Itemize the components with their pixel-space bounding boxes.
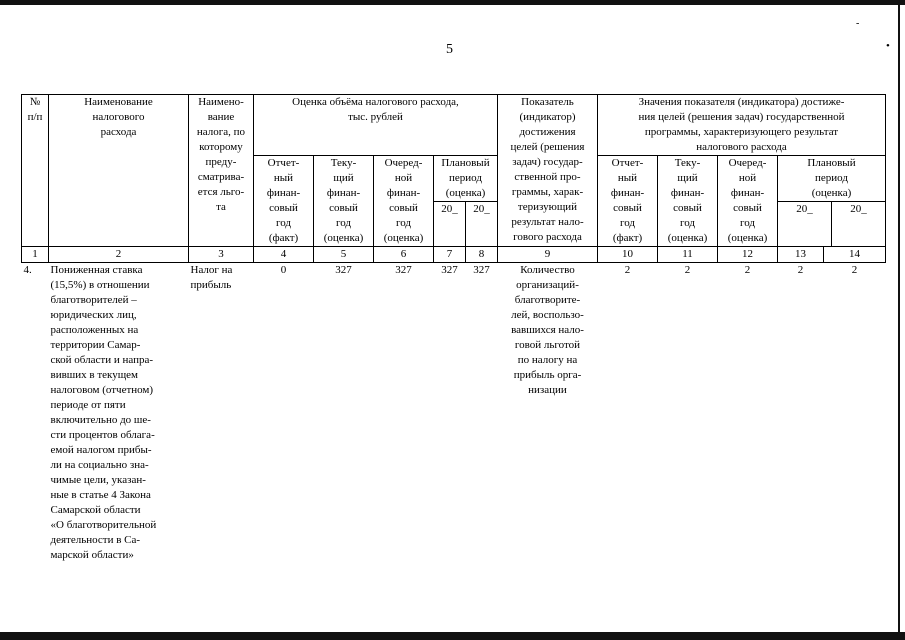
text-line: (оценка) [667,232,708,244]
column-number: 1 [22,247,49,263]
text-line: № [29,96,41,108]
header-current-year-2 [658,156,718,247]
text-line: период [815,172,848,184]
text-line: период [449,172,482,184]
column-number: 8 [466,247,498,263]
text-line: Отчет- [611,157,644,169]
header-planned-period [434,156,498,247]
text-line: Количество [520,264,575,276]
column-number: 3 [189,247,254,263]
text-line: вивших в текущем [50,369,139,381]
text-line: Очеред- [728,157,767,169]
text-line: совый [673,202,702,214]
header-name [49,95,189,247]
planned-year-2: 20_ [473,203,490,215]
header-indicator-values [598,95,886,156]
row-name [49,263,189,564]
text-line: ли на социально зна- [50,459,149,471]
text-line: совый [269,202,298,214]
text-line: год [395,217,412,229]
text-line: ной [738,172,757,184]
text-line: граммы, харак- [511,186,584,198]
text-line: щий [333,172,354,184]
text-line: финан- [386,187,421,199]
planned-year-1: 20_ [434,202,466,246]
text-line: юридических лиц, [50,309,137,321]
text-line: марской области» [50,549,134,561]
row-indicator-planned-1: 2 [797,264,804,276]
row-indicator-planned-2: 2 [851,264,858,276]
text-line: Плановый [807,157,856,169]
text-line: Самарской области [50,504,141,516]
column-number: 6 [374,247,434,263]
text-line: Очеред- [384,157,423,169]
row-number: 4. [23,264,32,276]
header-next-year [374,156,434,247]
text-line: (индикатор) [519,111,576,123]
text-line: (оценка) [383,232,424,244]
text-line: налогового расхода [696,141,787,153]
text-line: говой льготой [514,339,581,351]
text-line: сматрива- [197,171,245,183]
bottom-border-line [0,632,905,640]
row-tax [189,263,254,564]
text-line: ния целей (решения задач) государственной [638,111,845,123]
column-number: 11 [658,247,718,263]
text-line: налога, по [196,126,246,138]
scan-dot: • [886,40,890,52]
text-line: щий [677,172,698,184]
text-line: по налогу на [517,354,578,366]
text-line: год [275,217,292,229]
text-line: налоговом (отчетном) [50,384,154,396]
text-line: совый [733,202,762,214]
text-line: год [679,217,696,229]
text-line: Теку- [674,157,701,169]
text-line: которому [199,141,243,153]
header-reporting-year [254,156,314,247]
page-number: 5 [446,42,453,57]
header-number [22,95,49,247]
text-line: чимые цели, указан- [50,474,146,486]
text-line: прибыль орга- [513,369,582,381]
header-current-year [314,156,374,247]
column-number: 14 [824,247,886,263]
header-indicator [498,95,598,247]
text-line: программы, характеризующего результат [644,126,839,138]
text-line: финан- [730,187,765,199]
top-border-line [0,0,905,5]
row-indicator-current: 2 [684,264,691,276]
text-line: благотворите- [514,294,581,306]
text-line: (оценка) [323,232,364,244]
text-line: Теку- [330,157,357,169]
text-line: ется льго- [197,186,245,198]
text-line: расхода [100,126,137,138]
text-line: финан- [326,187,361,199]
text-line: ной [394,172,413,184]
column-number: 7 [434,247,466,263]
column-number: 10 [598,247,658,263]
tax-expense-table [21,94,886,563]
column-number: 4 [254,247,314,263]
text-line: лей, воспользо- [511,309,584,321]
text-line: ные в статье 4 Закона [50,489,151,501]
row-value-reporting: 0 [280,264,287,276]
text-line: Показатель [521,96,574,108]
text-line: год [619,217,636,229]
text-line: (факт) [268,232,299,244]
row-indicator [498,263,598,564]
text-line: (оценка) [727,232,768,244]
text-line: (факт) [612,232,643,244]
text-line: ской области и напра- [50,354,154,366]
column-number: 2 [49,247,189,263]
text-line: территории Самар- [50,339,141,351]
row-indicator-reporting: 2 [624,264,631,276]
text-line: организаций- [516,279,579,291]
text-line: целей (решения [510,141,585,153]
text-line: гового расхода [513,231,582,243]
text-line: расположенных на [50,324,139,336]
row-indicator-next: 2 [744,264,751,276]
text-line: ный [617,172,638,184]
header-tax-expense-estimate [254,95,498,156]
text-line: Пониженная ставка [50,264,143,276]
row-value-planned-1: 327 [441,264,458,276]
text-line: емой налогом прибы- [50,444,152,456]
text-line: Наимено- [198,96,244,108]
header-next-year-2 [718,156,778,247]
header-tax [189,95,254,247]
text-line: ственной про- [514,171,581,183]
text-line: Значения показателя (индикатора) достиже- [638,96,845,108]
text-line: финан- [670,187,705,199]
text-line: (оценка) [445,187,486,199]
text-line: включительно до ше- [50,414,151,426]
row-value-planned-2: 327 [473,264,490,276]
text-line: сти процентов облага- [50,429,155,441]
text-line: Наименование [84,96,153,108]
text-line: Налог на [190,264,233,276]
right-border-line [898,0,900,640]
column-number: 13 [778,247,824,263]
text-line: финан- [610,187,645,199]
planned-year-3: 20_ [778,202,832,246]
text-line: ный [273,172,294,184]
column-number: 12 [718,247,778,263]
header-reporting-year-2 [598,156,658,247]
text-line: Отчет- [267,157,300,169]
text-line: преду- [205,156,237,168]
text-line: налогового [92,111,145,123]
table-row [22,263,886,564]
text-line: (оценка) [811,187,852,199]
header-planned-period-2 [778,156,886,247]
row-value-next: 327 [395,264,412,276]
planned-period-label-2 [778,156,885,202]
text-line: п/п [27,111,43,123]
text-line: Оценка объёма налогового расхода, [292,96,459,108]
text-line: вавшихся нало- [511,324,584,336]
text-line: совый [389,202,418,214]
text-line: тыс. рублей [348,111,403,123]
scan-mark: - [856,18,860,29]
text-line: та [216,201,226,213]
text-line: (15,5%) в отношении [50,279,150,291]
row-value-current: 327 [335,264,352,276]
text-line: Плановый [441,157,490,169]
text-line: деятельности в Са- [50,534,141,546]
column-number: 9 [498,247,598,263]
text-line: низации [528,384,567,396]
text-line: совый [329,202,358,214]
text-line: вание [207,111,235,123]
text-line: периоде от пяти [50,399,126,411]
text-line: финан- [266,187,301,199]
text-line: благотворителей – [50,294,137,306]
text-line: теризующий [517,201,578,213]
column-number: 5 [314,247,374,263]
text-line: задач) государ- [512,156,583,168]
text-line: достижения [519,126,576,138]
text-line: прибыль [190,279,232,291]
text-line: совый [613,202,642,214]
text-line: результат нало- [511,216,584,228]
text-line: год [335,217,352,229]
planned-year-4: 20_ [850,203,867,215]
planned-period-label [434,156,497,202]
text-line: год [739,217,756,229]
text-line: «О благотворительной [50,519,157,531]
